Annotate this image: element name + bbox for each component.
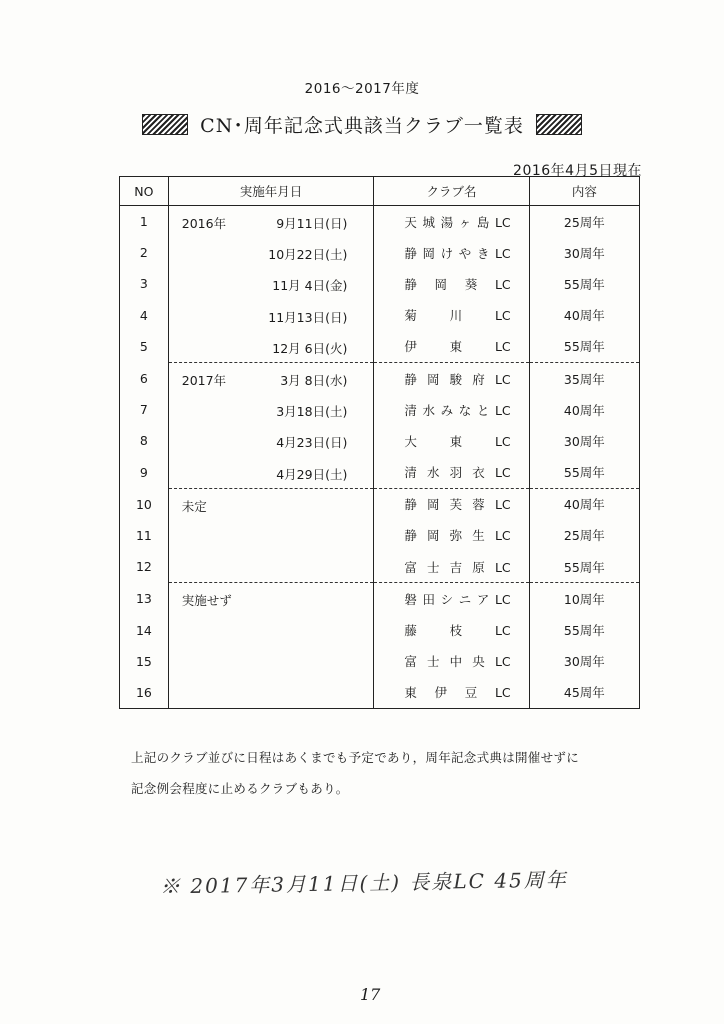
cell-month-day: 12月 6日(火) <box>272 340 348 356</box>
club-name: 磐田シニアLC <box>404 591 511 607</box>
cell-content: 55周年 <box>529 551 639 583</box>
cell-club <box>374 520 529 551</box>
cell-date <box>168 331 374 363</box>
cell-no: 4 <box>120 300 169 331</box>
table-row <box>120 268 640 299</box>
cell-content: 25周年 <box>529 206 639 238</box>
cell-date <box>168 300 374 331</box>
cell-club <box>374 488 529 520</box>
cell-year: 未定 <box>181 498 207 514</box>
cell-club <box>374 206 529 238</box>
table-row <box>120 488 640 520</box>
cell-no: 14 <box>120 614 169 645</box>
cell-content: 55周年 <box>529 331 639 363</box>
cell-content: 25周年 <box>529 520 639 551</box>
column-header-club: クラブ名 <box>374 177 529 206</box>
cell-content: 55周年 <box>529 268 639 299</box>
column-header-date: 実施年月日 <box>168 177 374 206</box>
table-row <box>120 646 640 677</box>
cell-no: 7 <box>120 394 169 425</box>
cell-content: 30周年 <box>529 237 639 268</box>
cell-club <box>374 646 529 677</box>
cell-content: 30周年 <box>529 425 639 456</box>
cell-club <box>374 425 529 456</box>
cell-date <box>168 394 374 425</box>
cell-club <box>374 583 529 615</box>
hatch-decoration-left <box>142 114 188 135</box>
cell-club <box>374 614 529 645</box>
club-name: 静岡けやきLC <box>404 245 511 261</box>
cell-date <box>168 520 374 551</box>
cell-no: 6 <box>120 362 169 394</box>
cell-club <box>374 268 529 299</box>
cell-club <box>374 331 529 363</box>
cell-no: 10 <box>120 488 169 520</box>
table-row <box>120 551 640 583</box>
cell-month-day: 11月13日(日) <box>268 309 348 325</box>
cell-content: 55周年 <box>529 457 639 489</box>
cell-month-day: 3月 8日(水) <box>280 372 348 388</box>
cell-no: 5 <box>120 331 169 363</box>
cell-club <box>374 394 529 425</box>
cell-date <box>168 237 374 268</box>
cell-content: 10周年 <box>529 583 639 615</box>
cell-month-day: 10月22日(土) <box>268 247 348 263</box>
table-row <box>120 237 640 268</box>
page-number: 17 <box>360 985 381 1004</box>
cell-no: 8 <box>120 425 169 456</box>
cell-no: 3 <box>120 268 169 299</box>
cell-no: 11 <box>120 520 169 551</box>
cell-month-day: 4月23日(日) <box>276 435 348 451</box>
hatch-decoration-right <box>536 114 582 135</box>
cell-no: 13 <box>120 583 169 615</box>
club-name: 天城湯ヶ島LC <box>404 214 511 230</box>
cell-year: 2016年 <box>181 216 227 231</box>
table-header-row <box>120 177 640 206</box>
club-name: 静岡芙蓉LC <box>404 497 511 513</box>
cell-month-day: 11月 4日(金) <box>272 278 348 294</box>
table-row <box>120 457 640 489</box>
cell-date <box>168 551 374 583</box>
cell-content: 30周年 <box>529 646 639 677</box>
cell-content: 40周年 <box>529 488 639 520</box>
club-name: 藤枝LC <box>404 623 511 639</box>
club-name: 清水みなとLC <box>404 402 511 418</box>
cell-date <box>168 488 374 520</box>
club-name: 富士吉原LC <box>404 559 511 575</box>
table-row <box>120 331 640 363</box>
cell-date <box>168 425 374 456</box>
club-table <box>119 176 640 709</box>
cell-content: 40周年 <box>529 394 639 425</box>
table-row <box>120 520 640 551</box>
cell-date <box>168 268 374 299</box>
table-row <box>120 614 640 645</box>
cell-no: 15 <box>120 646 169 677</box>
cell-date <box>168 646 374 677</box>
cell-no: 16 <box>120 677 169 709</box>
cell-club <box>374 677 529 709</box>
table-row <box>120 677 640 709</box>
cell-date <box>168 614 374 645</box>
cell-year: 2017年 <box>181 372 227 388</box>
table-row <box>120 425 640 456</box>
title-row <box>0 111 724 138</box>
club-name: 静岡弥生LC <box>404 528 511 544</box>
table-row <box>120 300 640 331</box>
cell-club <box>374 457 529 489</box>
club-name: 富士中央LC <box>404 654 511 670</box>
cell-no: 9 <box>120 457 169 489</box>
handwritten-note: ※ 2017年3月11日(土) 長泉LC 45周年 <box>159 867 569 899</box>
club-name: 大東LC <box>404 433 511 449</box>
cell-date <box>168 583 374 615</box>
cell-year: 実施せず <box>181 593 232 609</box>
cell-date <box>168 677 374 709</box>
cell-content: 45周年 <box>529 677 639 709</box>
note-line-1: 上記のクラブ並びに日程はあくまでも予定であり，周年記念式典は開催せずに <box>131 750 580 765</box>
note-line-2: 記念例会程度に止めるクラブもあり。 <box>131 781 349 796</box>
cell-month-day: 9月11日(日) <box>276 216 348 231</box>
fiscal-year: 2016～2017年度 <box>304 81 420 97</box>
cell-date <box>168 362 374 394</box>
cell-content: 35周年 <box>529 362 639 394</box>
cell-no: 1 <box>120 206 169 238</box>
table-row <box>120 362 640 394</box>
table-row <box>120 206 640 238</box>
cell-club <box>374 237 529 268</box>
club-name: 静岡駿府LC <box>404 371 511 387</box>
cell-content: 55周年 <box>529 614 639 645</box>
club-name: 伊東LC <box>404 339 511 355</box>
cell-no: 12 <box>120 551 169 583</box>
as-of-date: 2016年4月5日現在 <box>513 163 642 179</box>
cell-month-day: 3月18日(土) <box>276 404 348 420</box>
table-row <box>120 583 640 615</box>
cell-date <box>168 206 374 238</box>
document-title: CN･周年記念式典該当クラブ一覧表 <box>200 115 524 137</box>
club-name: 静岡葵LC <box>404 276 511 292</box>
cell-content: 40周年 <box>529 300 639 331</box>
club-name: 清水羽衣LC <box>404 465 511 481</box>
club-name: 菊川LC <box>404 308 511 324</box>
cell-date <box>168 457 374 489</box>
cell-month-day: 4月29日(土) <box>276 466 348 482</box>
table-row <box>120 394 640 425</box>
cell-no: 2 <box>120 237 169 268</box>
cell-club <box>374 551 529 583</box>
column-header-no: NO <box>120 177 169 206</box>
cell-club <box>374 362 529 394</box>
cell-club <box>374 300 529 331</box>
column-header-content: 内容 <box>529 177 639 206</box>
club-name: 東伊豆LC <box>404 685 511 701</box>
